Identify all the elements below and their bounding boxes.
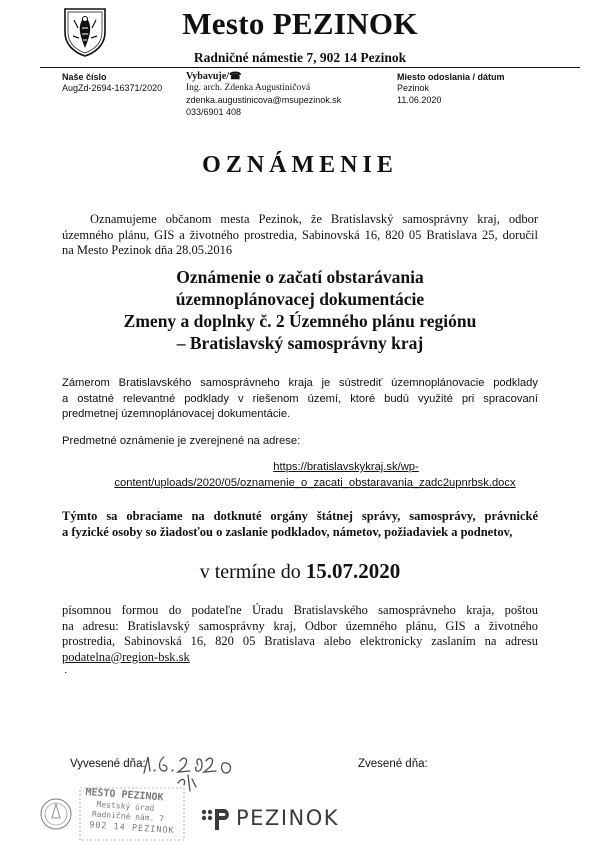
deadline [0, 559, 600, 584]
our-reference-label: Naše číslo [62, 72, 107, 82]
appeal-line: Týmto sa obraciame na dotknuté orgány štátnej správy, samosprávy, právnické [62, 509, 538, 523]
stamp-line: MESTO PEZINOK [85, 786, 164, 804]
posted-date-label: Vyvesené dňa: [70, 758, 146, 770]
place-date-block [397, 72, 505, 106]
submission-email-link[interactable]: podatelna@region-bsk.sk [62, 649, 190, 664]
purpose-line: a ostatné relevantné podklady v riešenom území, ktoré budú využité pri spracovaní [62, 392, 538, 405]
handler-label: Vybavuje/☎ [186, 71, 242, 82]
submission-line: na adresu: Bratislavský samosprávny kraj, Odbor územného plánu, GIS a životného [62, 618, 538, 633]
office-stamp [38, 784, 190, 844]
our-reference-block [62, 72, 162, 94]
stamp-line: Radničné nám. 7 [91, 809, 165, 824]
url-line[interactable]: content/uploads/2020/05/oznamenie_o_zacati_obstaravania_zadc2upnrbsk.docx [114, 476, 516, 489]
document-heading: OZNÁMENIE [202, 152, 398, 178]
notice-subject [0, 266, 600, 354]
purpose-line: Zámerom Bratislavského samosprávneho kraja je sústrediť územnoplánovacie podklady [62, 377, 538, 389]
submission-line: prostredia, Sabinovská 16, 820 05 Bratislava alebo elektronicky zaslaním na adresu [62, 634, 538, 648]
appeal-paragraph [62, 509, 538, 540]
city-address: Radničné námestie 7, 902 14 Pezinok [193, 50, 407, 65]
our-reference-value: AugZd-2694-16371/2020 [62, 83, 163, 93]
stamp-line: 902 14 PEZINOK [88, 820, 175, 837]
deadline-date: 15.07.2020 [305, 559, 401, 583]
city-title: Mesto PEZINOK [182, 6, 418, 41]
removed-date-label: Zvesené dňa: [358, 758, 428, 770]
handler-block [186, 71, 341, 118]
intro-line: územného plánu, GIS a životného prostredia, Sabinovská 16, 820 05 Bratislava 25, doručil [62, 227, 538, 242]
intro-line: Oznamujeme občanom mesta Pezinok, že Bratislavský samosprávny kraj, odbor [90, 212, 538, 226]
published-at-label: Predmetné oznámenie je zverejnené na adrese: [62, 435, 301, 447]
subject-line: územnoplánovacej dokumentácie [175, 289, 425, 309]
subject-line: – Bratislavský samosprávny kraj [176, 333, 424, 353]
deadline-prefix: v termíne do [199, 561, 301, 583]
purpose-paragraph [62, 376, 538, 423]
intro-line: na Mesto Pezinok dňa 28.05.2016 [62, 243, 233, 257]
appeal-line: a fyzické osoby so žiadosťou o zaslanie podkladov, námetov, požiadaviek a podnetov, [62, 524, 513, 539]
subject-line: Oznámenie o začatí obstarávania [176, 267, 424, 287]
announcement-url[interactable] [0, 460, 600, 491]
handler-name: Ing. arch. Zdenka Augustiničová [186, 83, 311, 93]
intro-paragraph [62, 212, 538, 259]
submission-paragraph [62, 603, 538, 665]
stray-dot: · [64, 668, 68, 679]
place-value: Pezinok [397, 83, 430, 93]
purpose-line: predmetnej územnoplánovacej dokumentácie. [62, 408, 291, 420]
handler-phone: 033/6901 408 [186, 107, 242, 117]
url-line[interactable]: https://bratislavskykraj.sk/wp- [273, 461, 419, 473]
date-value: 11.06.2020 [397, 95, 442, 105]
submission-line: písomnou formou do podateľne Úradu Bratislavského samosprávneho kraja, poštou [62, 603, 538, 617]
handler-email: zdenka.augustinicova@msupezinok.sk [186, 95, 342, 105]
header-divider [40, 67, 580, 68]
place-date-label: Miesto odoslania / dátum [397, 72, 505, 82]
stamp-line: Mestský úrad [96, 799, 155, 813]
pezinok-logo-icon [200, 806, 232, 832]
pezinok-logo-text: PEZINOK [236, 806, 340, 830]
subject-line: Zmeny a doplnky č. 2 Územného plánu regiónu [123, 311, 477, 331]
